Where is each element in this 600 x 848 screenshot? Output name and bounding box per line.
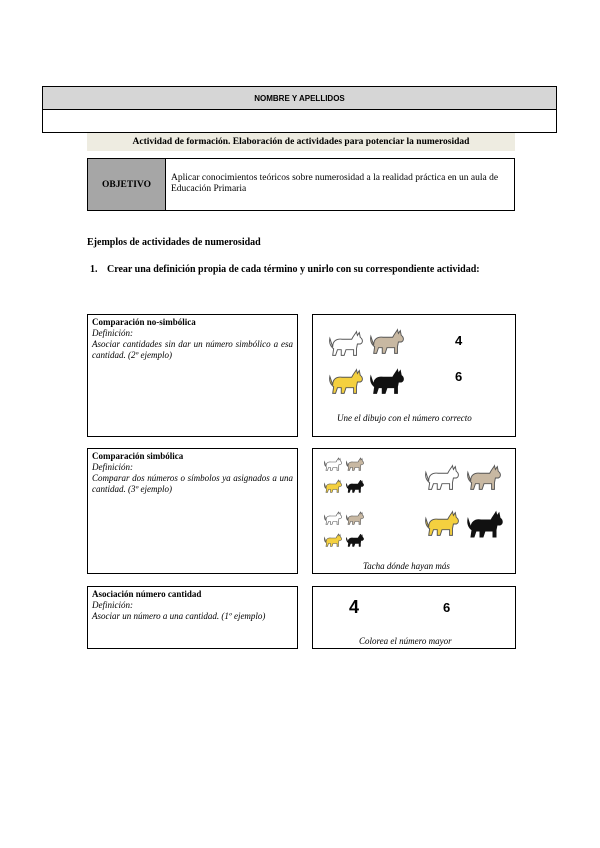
yellow-cat-icon [423, 509, 461, 539]
activity-caption: Tacha dónde hayan más [363, 561, 450, 571]
yellow-cat-icon [323, 533, 343, 548]
number-four[interactable]: 4 [349, 597, 360, 617]
term-box-symbolic[interactable] [87, 448, 298, 574]
number-four[interactable]: 4 [455, 333, 463, 348]
tan-cat-icon [345, 511, 365, 526]
activity-box-3[interactable] [312, 586, 516, 649]
term-title: Asociación número cantidad [92, 589, 202, 599]
tan-cat-icon [345, 457, 365, 472]
term-definition-text: Asociar cantidades sin dar un número simbólico a esa cantidad. (2º ejemplo) [92, 339, 293, 360]
black-cat-icon [345, 479, 365, 494]
black-cat-icon [368, 367, 406, 397]
term-box-number-quantity[interactable] [87, 586, 298, 649]
number-six[interactable]: 6 [443, 600, 451, 615]
objective-table [87, 158, 515, 211]
tan-cat-icon [465, 463, 503, 493]
white-cat-icon [327, 329, 365, 359]
activity-caption: Une el dibujo con el número correcto [337, 413, 472, 423]
name-header-label: NOMBRE Y APELLIDOS [254, 93, 345, 103]
objective-label: OBJETIVO [88, 159, 166, 210]
name-field[interactable] [42, 109, 557, 133]
activity-box-1[interactable] [312, 314, 516, 437]
term-definition-text: Asociar un número a una cantidad. (1º ejemplo) [92, 611, 266, 621]
instruction-text: Crear una definición propia de cada término y unirlo con su correspondiente actividad: [107, 264, 480, 275]
instruction-number: 1. [90, 264, 98, 275]
activity-caption: Colorea el número mayor [359, 636, 452, 646]
term-definition-text: Comparar dos números o símbolos ya asignados a una cantidad. (3º ejemplo) [92, 473, 293, 494]
number-six[interactable]: 6 [455, 369, 463, 384]
term-title: Comparación no-simbólica [92, 317, 196, 327]
black-cat-icon [465, 509, 505, 541]
objective-text: Aplicar conocimientos teóricos sobre numerosidad a la realidad práctica en un aula de Educación Primaria [171, 173, 499, 194]
section-title: Ejemplos de actividades de numerosidad [87, 237, 261, 248]
white-cat-icon [323, 511, 343, 526]
white-cat-icon [323, 457, 343, 472]
black-cat-icon [345, 533, 365, 548]
tan-cat-icon [368, 327, 406, 357]
name-header [42, 86, 557, 110]
term-box-non-symbolic[interactable] [87, 314, 298, 437]
term-title: Comparación simbólica [92, 451, 184, 461]
activity-title: Actividad de formación. Elaboración de actividades para potenciar la numerosidad [87, 133, 515, 151]
white-cat-icon [423, 463, 461, 493]
term-definition-label: Definición: [92, 328, 133, 338]
term-definition-label: Definición: [92, 600, 133, 610]
instruction-item [90, 263, 515, 276]
yellow-cat-icon [323, 479, 343, 494]
yellow-cat-icon [327, 367, 365, 397]
activity-box-2[interactable] [312, 448, 516, 574]
term-definition-label: Definición: [92, 462, 133, 472]
